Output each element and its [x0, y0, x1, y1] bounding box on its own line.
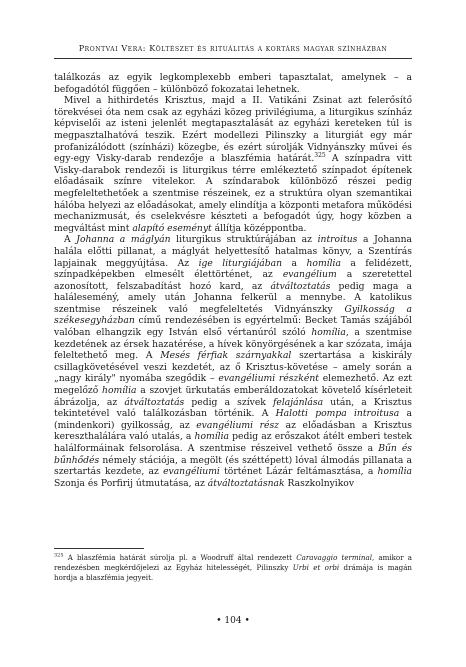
paragraph-2 [54, 95, 412, 234]
italic-text: átváltoztatás [124, 396, 185, 408]
italic-text: átváltoztatásnak [207, 477, 285, 489]
paragraph-1 [54, 72, 412, 95]
italic-text: introitus [317, 234, 358, 246]
text-run: állítja középpontba. [211, 222, 307, 234]
footnote-marker: 325 [54, 552, 64, 559]
footnote-rule [54, 548, 144, 549]
italic-text: Johanna a máglyán [76, 234, 171, 246]
text-run: a felidézett, színpadképekben elmesélt élettörténet, az [54, 257, 412, 281]
italic-text: homília [377, 466, 412, 478]
text-run: A blaszfémia határát súrolja pl. a Woodruff által rendezett [63, 553, 297, 562]
running-head: Prontvai Vera: Költészet és rituálitás a kortárs magyar színházban [78, 44, 388, 53]
italic-text: Gyilkosság a székesegyházban [54, 303, 412, 327]
text-run: pedig maga a haláleseméný, amely után Johanna felkerül a mennybe. A katolikus szentmise részeinek való megfeleltetés Vidnyánszky [54, 280, 412, 315]
italic-text: homília [306, 257, 341, 269]
text-run: a (mindenkori) gyilkosság, az [54, 408, 412, 431]
text-run: találkozás az egyik legkomplexebb emberi tapasztalat, amelynek – a befogadótól függően – különböző fokozatai lehetnek. [54, 72, 412, 95]
text-run: az előadásban a Krisztus kereszthalálára való utalás, a [54, 419, 412, 443]
italic-text: alapító eseményt [132, 222, 212, 234]
text-run: elemezhető. Az ezt megelőző [54, 373, 412, 397]
text-run: a [282, 257, 307, 269]
italic-text: evangéliumi rész [196, 419, 280, 431]
text-run: A színpadra vitt Visky-darabok rendezői is liturgikus térre emlékeztető színpadot építenek előadásaik színre vitelekor. A színdarabok különböző részei pedig megfeleltethetőek a szentmise részeinek, ez a struktúra olyan szemantikai hálóba helyezi az előadásokat, amely elindítja a központi metafora működési mechanizmusát, és cselekvésre készteti a befogadót úgy, hogy közben a megváltást mint [54, 153, 412, 234]
italic-text: Caravaggio terminal [296, 553, 372, 562]
italic-text: Bűn és bűnhődés [54, 443, 412, 466]
text-run: liturgikus struktúrájában az [170, 234, 318, 246]
text-run: drámája is magán hordja a blaszfémia jegyeit. [54, 562, 413, 582]
italic-text: Mesés férfiak szárnyakkal [160, 350, 292, 362]
text-run: után, a Krisztus tekintetével való találkozásban történik. A [54, 396, 412, 420]
italic-text: homília [102, 385, 137, 397]
footnote-marker: 325 [314, 152, 326, 160]
text-run: a szovjet ürkutatás emberáldozatokat követelő kísérleteit ábrázolja, az [54, 385, 412, 408]
italic-text: Urbi et orbi [292, 562, 340, 572]
header-rule [54, 58, 412, 59]
text-run: , amikor a rendezésben megkérdőjelezi az Egyház hitelességét, Pilinszky [54, 553, 412, 572]
text-run: című rendezésében is egyértelmű: Becket Tamás szájából valóban elhangzik egy István első vértanúról szóló [54, 315, 412, 339]
italic-text: ige liturgiájában [198, 257, 283, 269]
text-run: , a szentmise kezdetének az érsek hazatérése, a hívek könyörgésének a kar szózata, imája feleltethető meg. A [54, 327, 412, 362]
text-run: A [64, 234, 77, 246]
body-text [54, 72, 412, 489]
italic-text: felajánlása [273, 396, 324, 408]
text-run: pedig az erőszakot átélt emberi testek halálformáinak felsorolása. A szentmise részeivel vethető össze a [54, 431, 412, 454]
italic-text: Halotti pompa introitusa [275, 408, 400, 420]
text-run: Szonja és Porfirij útmutatása, az [54, 477, 208, 489]
italic-text: homília [311, 327, 346, 339]
paragraph-3 [54, 234, 412, 489]
italic-text: homília [194, 431, 229, 443]
text-run: Mivel a hithirdetés Krisztus, majd a II. Vatikáni Zsinat azt felerősítő törekvései óta nem csak az egyházi közeg privilégiuma, a liturgikus színház képviselői az isteni jelenlét megtapasztalását az egyházi kereteken túl is megpasztalhatóvá teszik. Ezért modellezi Pilinszky a liturgiát egy már profanizálódott (színházi) közegbe, és ezért súrolják Vidnyánszky művei és egy-egy Visky-darab rendezője a blaszfémia határát. [54, 95, 412, 165]
italic-text: evangélium [282, 269, 337, 281]
italic-text: evangéliumi [163, 466, 220, 478]
footnote-325 [54, 553, 412, 582]
italic-text: átváltoztatás [270, 280, 331, 292]
text-run: szertartása a kiskirály csillagkövetésével veszi kezdetét, az ő Krisztus-követése – amely során a „nagy király" nyomába szegődik – [54, 350, 412, 385]
footnote [54, 553, 412, 582]
text-run: némely stációja, a megölt (és széttépett) lóval álmodás pillanata a szertartás kezdete, az [54, 454, 412, 478]
page-number: • 104 • [216, 616, 250, 626]
text-run: a szeretettel azonosított, felszabadítást hozó kard, az [54, 269, 412, 292]
italic-text: evangéliumi részként [218, 373, 319, 385]
text-run: a Johanna halála előtti pillanat, a máglyát helyettesítő hatalmas könyv, a Szentírás lapjainak meggyújtása. Az [54, 234, 412, 269]
text-run: történet Lázár feltámasztása, a [219, 466, 378, 478]
text-run: Raszkolnyikov [284, 477, 355, 489]
text-run: pedig a szívek [184, 396, 273, 408]
